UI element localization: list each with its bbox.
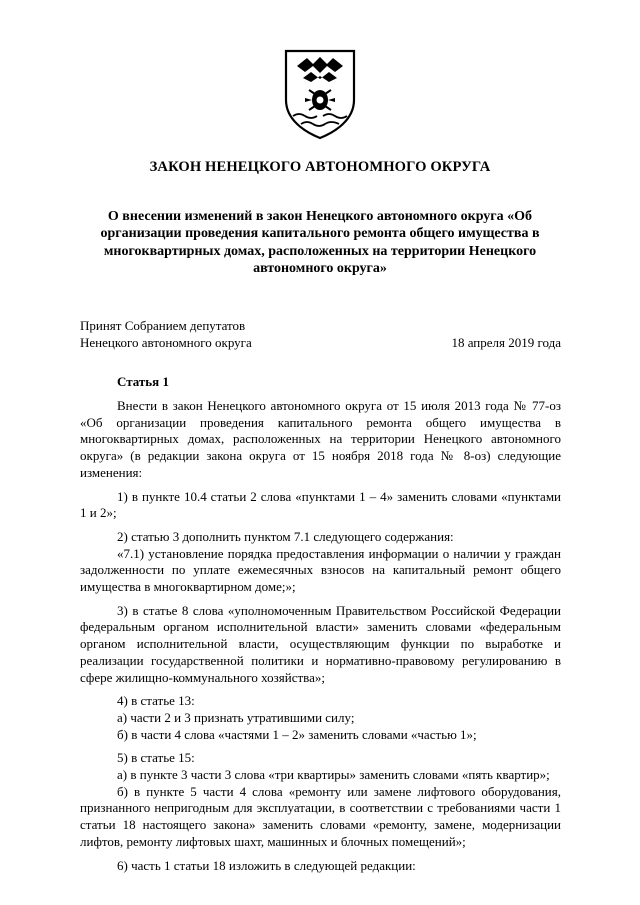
adoption-line-1: Принят Собранием депутатов bbox=[80, 318, 246, 333]
law-title: ЗАКОН НЕНЕЦКОГО АВТОНОМНОГО ОКРУГА bbox=[149, 159, 491, 175]
paragraph: 3) в статье 8 слова «уполномоченным Правительством Российской Федерации федеральным органом исполнительной власти» заменить словами «федеральным органом исполнительной власти, осуществляющим функции по выработке и реализации государственной политики и нормативно-правовому регулированию в сфере жилищно-коммунального хозяйства»; bbox=[80, 602, 561, 685]
paragraph: а) в пункте 3 части 3 слова «три квартиры» заменить словами «пять квартир»; bbox=[117, 767, 550, 783]
paragraph: «7.1) установление порядка предоставления информации о наличии у граждан задолженности по уплате ежемесячных взносов на капитальный ремонт общего имущества в многоквартирном доме;»; bbox=[80, 545, 561, 595]
paragraph: б) в части 4 слова «частями 1 – 2» заменить словами «частью 1»; bbox=[117, 726, 477, 742]
paragraph: б) в пункте 5 части 4 слова «ремонту или замене лифтового оборудования, признанного непригодным для эксплуатации, в соответствии с требованиями части 1 статьи 18 настоящего закона» заменить словами «ремонту, замене, модернизации лифтов, ремонту лифтовых шахт, машинных и блочных помещений»; bbox=[80, 783, 561, 849]
article-heading: Статья 1 bbox=[117, 374, 169, 389]
paragraph: 2) статью 3 дополнить пунктом 7.1 следующего содержания: bbox=[117, 528, 454, 544]
adoption-line-2: Ненецкого автономного округа bbox=[80, 335, 252, 350]
paragraph: а) части 2 и 3 признать утратившими силу; bbox=[117, 709, 355, 725]
paragraph: 6) часть 1 статьи 18 изложить в следующей редакции: bbox=[117, 857, 416, 873]
paragraph: 4) в статье 13: bbox=[117, 693, 195, 709]
paragraph: 5) в статье 15: bbox=[117, 750, 195, 766]
law-subject: О внесении изменений в закон Ненецкого автономного округа «Об организации проведения капитального ремонта общего имущества в многоквартирных домах, расположенных на территории Ненецкого автономного округа» bbox=[100, 209, 540, 277]
coat-of-arms-emblem bbox=[283, 48, 357, 140]
paragraph: 1) в пункте 10.4 статьи 2 слова «пунктами 1 – 4» заменить словами «пунктами 1 и 2»; bbox=[80, 488, 561, 521]
adoption-date: 18 апреля 2019 года bbox=[451, 335, 561, 350]
article-body bbox=[80, 398, 561, 874]
paragraph: Внести в закон Ненецкого автономного округа от 15 июля 2013 года № 77-оз «Об организации проведения капитального ремонта общего имущества в многоквартирных домах, расположенных на территории Ненецкого автономного округа» (в редакции закона округа от 15 ноября 2018 года № 8-оз) следующие изменения: bbox=[80, 398, 561, 480]
adoption-block bbox=[80, 317, 252, 351]
